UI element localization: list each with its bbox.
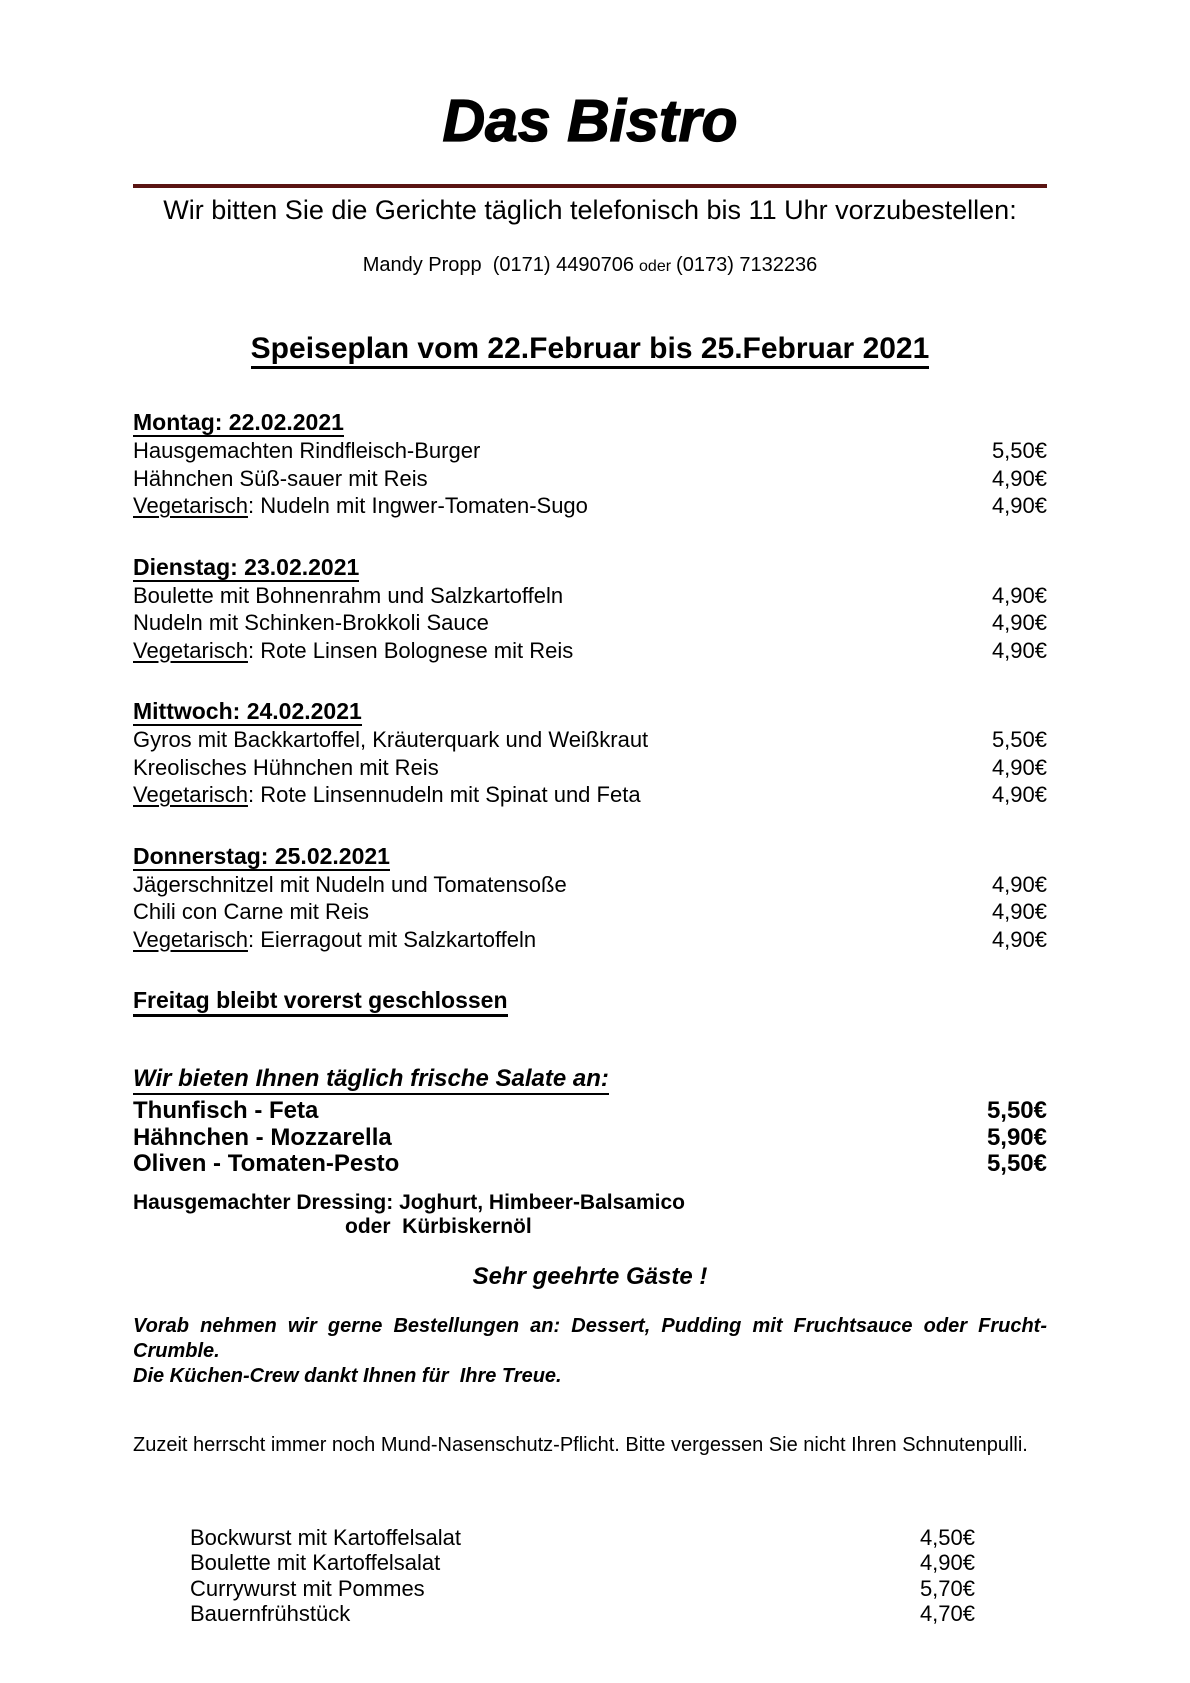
extra-item-row xyxy=(190,1576,975,1602)
dessert-note-line-2: Crumble. xyxy=(133,1339,220,1362)
dressing-line-1: Hausgemachter Dressing: Joghurt, Himbeer-Balsamico xyxy=(133,1190,685,1214)
day-heading: Mittwoch: 24.02.2021 xyxy=(133,698,362,724)
vegetarisch-label: Vegetarisch xyxy=(133,493,248,518)
extra-item-row xyxy=(190,1550,975,1576)
salad-item-row xyxy=(133,1151,1047,1178)
vegetarisch-label: Vegetarisch xyxy=(133,637,248,663)
preorder-note: Wir bitten Sie die Gerichte täglich telefonisch bis 11 Uhr vorzubestellen: xyxy=(163,195,1017,225)
menu-item-name xyxy=(133,492,588,520)
menu-item-row xyxy=(133,898,1047,926)
menu-item-row-vegetarian xyxy=(133,926,1047,954)
extra-item-name: Bockwurst mit Kartoffelsalat xyxy=(190,1524,462,1550)
menu-item-price: 5,50€ xyxy=(991,727,1047,752)
salad-item-price: 5,90€ xyxy=(986,1123,1047,1151)
menu-item-price: 4,90€ xyxy=(991,782,1047,807)
menu-item-name xyxy=(133,926,536,954)
menu-item-row xyxy=(133,465,1047,493)
preorder-dessert-note xyxy=(133,1314,1047,1389)
salad-item-row xyxy=(133,1125,1047,1152)
menu-item-name: Kreolisches Hühnchen mit Reis xyxy=(133,754,439,780)
plan-heading: Speiseplan vom 22.Februar bis 25.Februar 2021 xyxy=(251,334,930,369)
day-section-tuesday xyxy=(133,553,1047,665)
menu-item-name xyxy=(133,637,573,665)
menu-item-price: 4,90€ xyxy=(991,899,1047,924)
extra-item-price: 4,90€ xyxy=(919,1550,975,1575)
salads-heading: Wir bieten Ihnen täglich frische Salate an: xyxy=(133,1067,609,1095)
day-section-wednesday xyxy=(133,700,1047,809)
contact-phone-2: (0173) 7132236 xyxy=(676,254,818,276)
salads-list xyxy=(133,1098,1047,1178)
menu-item-row xyxy=(133,437,1047,465)
menu-item-name: Hähnchen Süß-sauer mit Reis xyxy=(133,465,428,491)
menu-item-price: 4,90€ xyxy=(991,754,1047,780)
extra-item-price: 4,70€ xyxy=(919,1601,975,1626)
friday-note-wrap xyxy=(133,989,1047,1017)
menu-item-name: Gyros mit Backkartoffel, Kräuterquark und Weißkraut xyxy=(133,727,649,752)
menu-item-name: Jägerschnitzel mit Nudeln und Tomatensoße xyxy=(133,871,567,897)
weekly-menu xyxy=(133,411,1047,953)
salad-item-row xyxy=(133,1098,1047,1125)
vegetarisch-dish: : Rote Linsen Bolognese mit Reis xyxy=(247,637,574,663)
salads-heading-wrap xyxy=(133,1067,1047,1095)
contact-line xyxy=(133,252,1047,280)
menu-item-row xyxy=(133,726,1047,754)
salad-item-name: Hähnchen - Mozzarella xyxy=(133,1123,392,1151)
menu-item-price: 4,90€ xyxy=(991,465,1047,491)
menu-item-price: 5,50€ xyxy=(991,438,1047,463)
salad-item-name: Thunfisch - Feta xyxy=(133,1097,319,1124)
menu-item-price: 4,90€ xyxy=(991,926,1047,952)
friday-closed-note: Freitag bleibt vorerst geschlossen xyxy=(133,989,508,1017)
header-divider-line xyxy=(133,184,1047,188)
plan-heading-wrap xyxy=(133,334,1047,369)
menu-item-row xyxy=(133,582,1047,610)
extra-item-row xyxy=(190,1525,975,1551)
vegetarisch-label: Vegetarisch xyxy=(133,926,248,952)
guest-greeting: Sehr geehrte Gäste ! xyxy=(472,1262,708,1290)
salad-item-price: 5,50€ xyxy=(986,1150,1047,1177)
menu-item-price: 4,90€ xyxy=(991,871,1047,897)
extra-item-name: Currywurst mit Pommes xyxy=(190,1575,425,1601)
menu-item-name: Nudeln mit Schinken-Brokkoli Sauce xyxy=(133,610,489,635)
dessert-note-line-1: Vorab nehmen wir gerne Bestellungen an: Dessert, Pudding mit Fruchtsauce oder Frucht- xyxy=(133,1314,1047,1337)
menu-item-name: Chili con Carne mit Reis xyxy=(133,899,369,924)
menu-item-row-vegetarian xyxy=(133,492,1047,520)
menu-item-price: 4,90€ xyxy=(991,493,1047,518)
salad-item-name: Oliven - Tomaten-Pesto xyxy=(133,1150,400,1177)
menu-item-price: 4,90€ xyxy=(991,637,1047,663)
menu-item-row xyxy=(133,609,1047,637)
menu-item-name xyxy=(133,781,641,809)
contact-name-phone: Mandy Propp (0171) 4490706 xyxy=(362,254,635,276)
extras-list xyxy=(190,1525,975,1627)
day-heading: Montag: 22.02.2021 xyxy=(133,409,344,435)
day-section-monday xyxy=(133,411,1047,520)
dressing-note xyxy=(133,1191,1047,1239)
salad-item-price: 5,50€ xyxy=(986,1097,1047,1124)
day-section-thursday xyxy=(133,842,1047,954)
contact-oder: oder xyxy=(639,258,672,275)
mask-requirement-note: Zuzeit herrscht immer noch Mund-Nasenschutz-Pflicht. Bitte vergessen Sie nicht Ihren Schnutenpulli. xyxy=(133,1433,1028,1456)
dressing-line-2: oder Kürbiskernöl xyxy=(345,1214,532,1238)
day-heading: Donnerstag: 25.02.2021 xyxy=(133,842,390,869)
menu-item-name: Hausgemachten Rindfleisch-Burger xyxy=(133,438,481,463)
menu-item-name: Boulette mit Bohnenrahm und Salzkartoffeln xyxy=(133,582,564,608)
restaurant-title: Das Bistro xyxy=(442,88,738,154)
kitchen-crew-thanks: Die Küchen-Crew dankt Ihnen für Ihre Treue. xyxy=(133,1364,562,1387)
vegetarisch-dish: : Rote Linsennudeln mit Spinat und Feta xyxy=(247,782,641,807)
extra-item-price: 4,50€ xyxy=(919,1524,975,1550)
extra-item-row xyxy=(190,1601,975,1627)
extra-item-name: Boulette mit Kartoffelsalat xyxy=(190,1550,441,1575)
menu-item-row xyxy=(133,754,1047,782)
vegetarisch-label: Vegetarisch xyxy=(133,782,248,807)
menu-item-row xyxy=(133,871,1047,899)
day-heading: Dienstag: 23.02.2021 xyxy=(133,553,360,580)
extra-item-name: Bauernfrühstück xyxy=(190,1601,351,1626)
menu-item-price: 4,90€ xyxy=(991,610,1047,635)
menu-item-row-vegetarian xyxy=(133,781,1047,809)
menu-item-row-vegetarian xyxy=(133,637,1047,665)
vegetarisch-dish: : Eierragout mit Salzkartoffeln xyxy=(247,926,537,952)
vegetarisch-dish: : Nudeln mit Ingwer-Tomaten-Sugo xyxy=(247,493,588,518)
menu-item-price: 4,90€ xyxy=(991,582,1047,608)
extra-item-price: 5,70€ xyxy=(919,1575,975,1601)
